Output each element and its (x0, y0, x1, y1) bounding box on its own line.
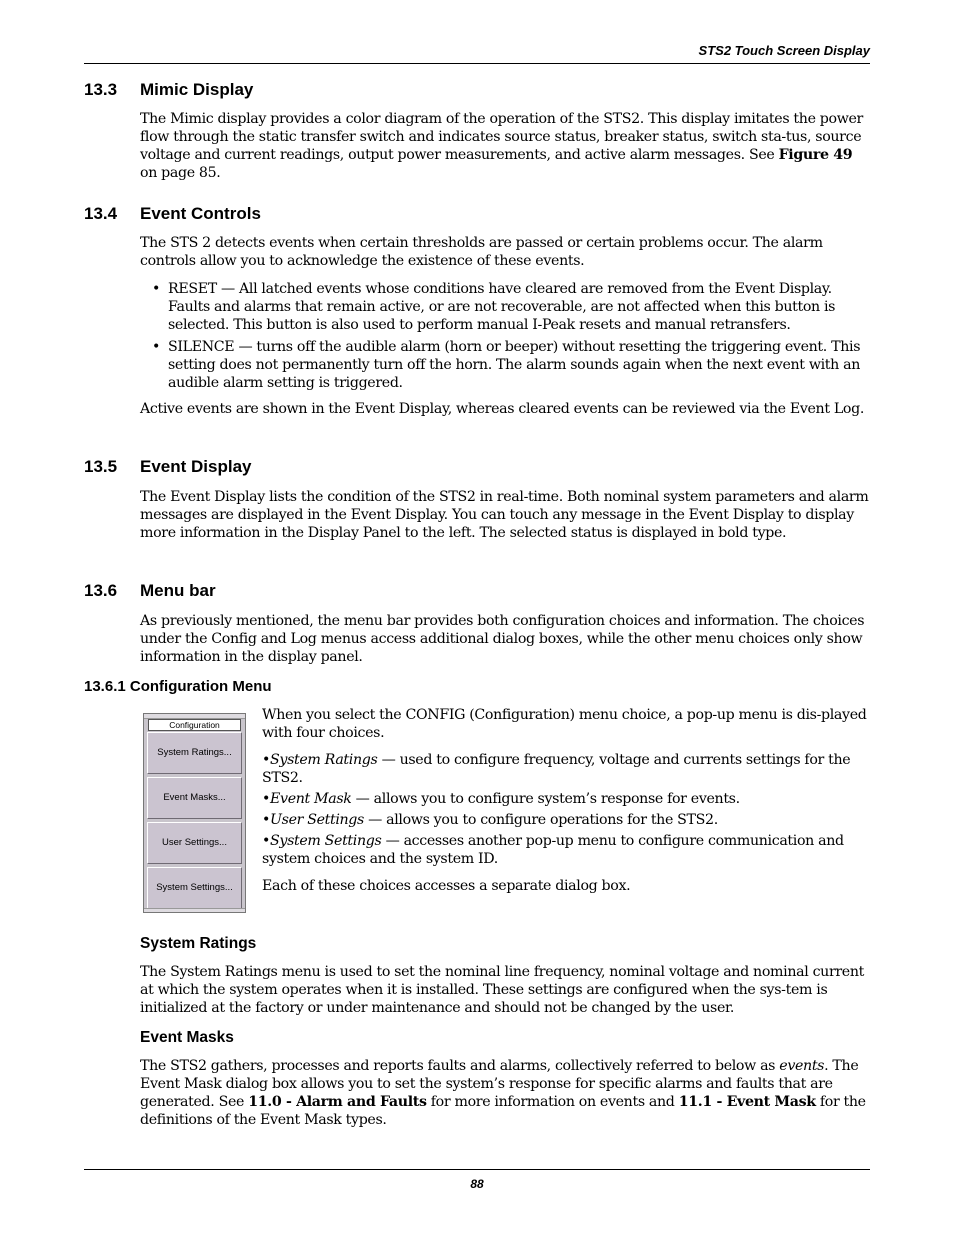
config-item-desc: — accesses another pop-up menu to configure communication and system choices and the system ID. (262, 833, 844, 867)
emphasis-events: events (779, 1058, 825, 1074)
config-outro: Each of these choices accesses a separate dialog box. (262, 878, 631, 894)
text-run: . The Event Mask dialog box allows you to set the system’s response for specific alarms and faults that are generated. See (140, 1058, 859, 1110)
footer-rule (84, 1169, 870, 1170)
bullet-silence: • SILENCE — turns off the audible alarm (horn or beeper) without resetting the triggering event. This setting does not permanently turn off the horn. The alarm sounds again when the next event with an audible alarm setting is triggered. (152, 338, 868, 392)
heading-13-5 (84, 457, 252, 477)
paragraph-mimic-display (140, 110, 870, 182)
page-number: 88 (470, 1177, 484, 1191)
user-settings-button[interactable]: User Settings... (147, 822, 242, 864)
alarm-faults-reference-link[interactable]: 11.0 - Alarm and Faults (248, 1094, 427, 1110)
event-masks-button[interactable]: Event Masks... (147, 777, 242, 819)
config-item-system-ratings (262, 751, 870, 787)
config-item-user-settings (262, 811, 870, 829)
bullet-dot: • (262, 812, 271, 828)
paragraph-event-controls: The STS 2 detects events when certain thresholds are passed or certain problems occur. The alarm controls allow you to acknowledge the existence of these events. (140, 235, 823, 269)
event-mask-reference-link[interactable]: 11.1 - Event Mask (678, 1094, 816, 1110)
heading-13-6-1: 13.6.1 Configuration Menu (84, 678, 272, 695)
paragraph-event-masks (140, 1057, 870, 1129)
config-intro: When you select the CONFIG (Configuration) menu choice, a pop-up menu is dis-played with four choices. (262, 707, 867, 741)
text-run: on page 85. (140, 165, 221, 181)
config-item-term: System Settings (270, 833, 382, 849)
heading-number: 13.3 (84, 80, 118, 99)
heading-number: 13.5 (84, 457, 118, 476)
config-item-desc: — used to configure frequency, voltage and currents settings for the STS2. (262, 752, 851, 786)
heading-text: Mimic Display (140, 80, 254, 99)
config-item-system-settings (262, 832, 870, 868)
config-item-term: User Settings (270, 812, 364, 828)
event-controls-bullets (152, 280, 868, 396)
menu-title: Configuration (148, 719, 241, 731)
config-item-event-mask (262, 790, 870, 808)
heading-text: Menu bar (140, 581, 216, 600)
paragraph-menu-bar: As previously mentioned, the menu bar provides both configuration choices and information. The choices under the Config and Log menus access additional dialog boxes, while the other menu choices only show information in the display panel. (140, 613, 865, 665)
bullet-dot: • (262, 752, 271, 768)
heading-13-6 (84, 581, 216, 601)
config-item-desc: — allows you to configure system’s response for events. (351, 791, 740, 807)
paragraph-system-ratings: The System Ratings menu is used to set the nominal line frequency, nominal voltage and nominal current at which the system operates when it is installed. These settings are configured when the sys-tem is initialized at the factory or under maintenance and should not be changed by the user. (140, 964, 864, 1016)
heading-event-masks: Event Masks (140, 1029, 234, 1046)
config-item-desc: — allows you to configure operations for the STS2. (363, 812, 718, 828)
text-run: for more information on events and (426, 1094, 679, 1110)
text-run: The STS2 gathers, processes and reports faults and alarms, collectively referred to below as (140, 1058, 780, 1074)
text-run: The Mimic display provides a color diagram of the operation of the STS2. This display imitates the power flow through the static transfer switch and indicates source status, breaker status, switch sta-tus, source voltage and current readings, output power measurements, and active alarm messages. See (140, 111, 863, 163)
heading-system-ratings: System Ratings (140, 935, 257, 952)
system-settings-button[interactable]: System Settings... (147, 867, 242, 909)
bullet-dot: • (262, 833, 271, 849)
figure-reference-link[interactable]: Figure 49 (778, 147, 853, 163)
heading-number: 13.4 (84, 204, 118, 223)
heading-number: 13.6 (84, 581, 118, 600)
paragraph-active-events: Active events are shown in the Event Display, whereas cleared events can be reviewed via the Event Log. (140, 401, 864, 417)
bullet-reset: • RESET — All latched events whose conditions have cleared are removed from the Event Display. Faults and alarms that remain active, or are not recoverable, are not affected when this button is selected. This button is also used to perform manual I-Peak resets and manual retransfers. (152, 280, 868, 334)
header-title: STS2 Touch Screen Display (698, 43, 870, 58)
config-item-term: Event Mask (270, 791, 352, 807)
heading-text: Event Display (140, 457, 252, 476)
page-header (84, 41, 870, 64)
text-run: for the definitions of the Event Mask types. (140, 1094, 866, 1128)
paragraph-event-display: The Event Display lists the condition of the STS2 in real-time. Both nominal system parameters and alarm messages are displayed in the Event Display. You can touch any message in the Event Display to display more information in the Display Panel to the left. The selected status is displayed in bold type. (140, 489, 869, 541)
menu-bottom-bar (144, 908, 245, 912)
system-ratings-button[interactable]: System Ratings... (147, 732, 242, 774)
bullet-dot: • (262, 791, 271, 807)
heading-13-3 (84, 80, 253, 100)
heading-text: Event Controls (140, 204, 261, 223)
config-item-term: System Ratings (270, 752, 378, 768)
heading-13-4 (84, 204, 261, 224)
configuration-popup-menu (143, 713, 246, 913)
configuration-menu-text (262, 706, 870, 895)
